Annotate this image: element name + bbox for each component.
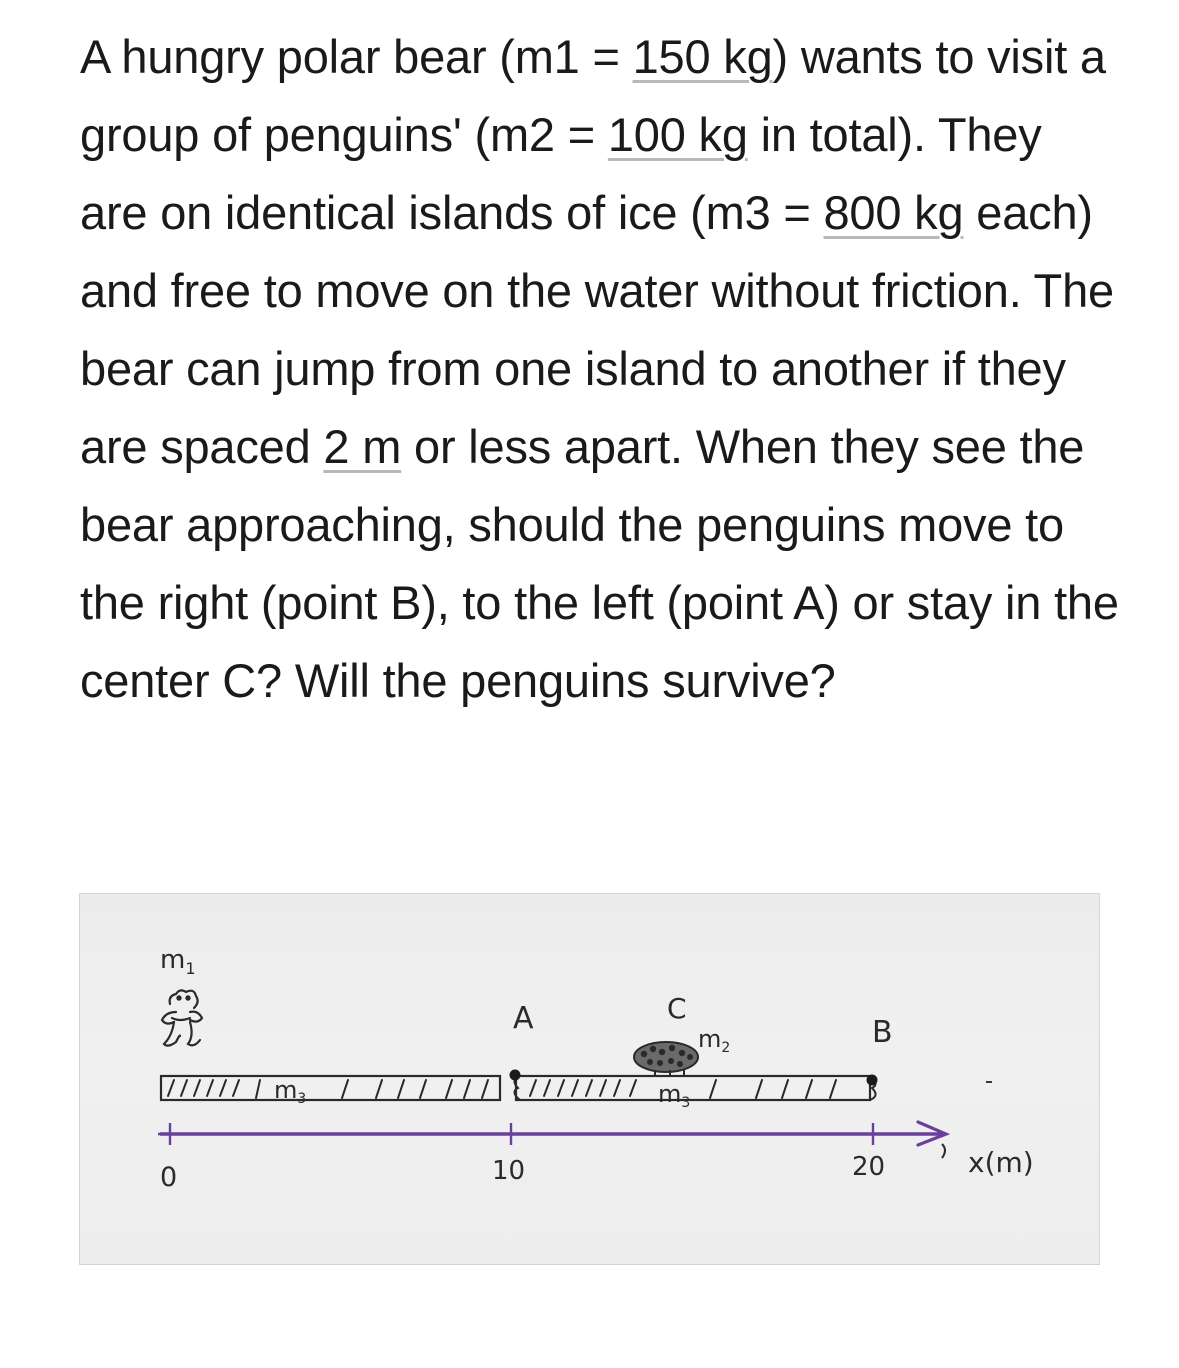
penguin-group-icon (634, 1042, 698, 1076)
diagram-canvas (80, 894, 1101, 1266)
hand-drawn-diagram (79, 893, 1100, 1265)
gap-value: 2 m (323, 420, 402, 473)
problem-text (80, 18, 1120, 720)
problem-text-part-3: in total). They are on identical islands of ice (m3 = (80, 108, 1042, 239)
ice-island-2 (514, 1076, 875, 1111)
point-a-marker (510, 1070, 521, 1081)
m1-value: 150 kg (632, 30, 773, 83)
problem-text-part-4: each) and free to move on the water without friction. The bear can jump from one island to another if they are spaced (80, 186, 1114, 473)
point-b-label: B (872, 1015, 893, 1050)
island-2-mass-label: $m_3$ (658, 1080, 691, 1111)
problem-text-part-5: or less apart. When they see the bear approaching, should the penguins move to the right (point B), to the left (point A) or stay in the center C? Will the penguins survive? (80, 420, 1119, 707)
penguin-mass-label: $m_2$ (698, 1025, 731, 1056)
polar-bear-icon (162, 990, 202, 1045)
point-b-marker (867, 1075, 878, 1086)
m3-value: 800 kg (823, 186, 964, 239)
axis-label: x(m) (968, 1146, 1034, 1179)
ice-island-1 (161, 1076, 500, 1107)
point-c-label: C (667, 992, 687, 1025)
point-a-label: A (513, 1001, 534, 1036)
tick-label-10: 10 (492, 1156, 526, 1186)
problem-text-part-1: A hungry polar bear (m1 = (80, 30, 633, 83)
island-1-mass-label: $m_3$ (274, 1076, 307, 1107)
tick-label-0: 0 (160, 1162, 178, 1193)
tick-label-20: 20 (852, 1152, 886, 1182)
m2-value: 100 kg (607, 108, 748, 161)
problem-text-part-2: ) wants to visit a group of penguins' (m2 = (80, 30, 1106, 161)
bear-mass-label: $m_1$ (160, 945, 196, 978)
